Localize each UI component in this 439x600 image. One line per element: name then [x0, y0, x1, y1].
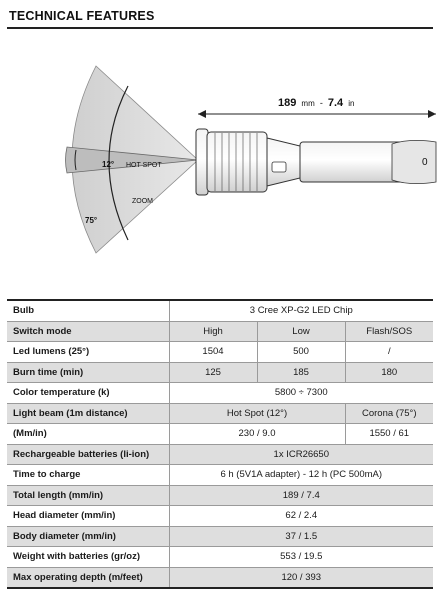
spec-value: High [169, 321, 257, 342]
spec-value: 120 / 393 [169, 567, 433, 588]
spec-row-beam-size [7, 424, 433, 445]
head [207, 132, 267, 192]
spec-label: Head diameter (mm/in) [7, 506, 169, 527]
spec-row-body-diameter [7, 526, 433, 547]
spec-label: Burn time (min) [7, 362, 169, 383]
spec-value: 185 [257, 362, 345, 383]
spec-label: Weight with batteries (gr/oz) [7, 547, 169, 568]
spec-row-bulb [7, 300, 433, 321]
spec-label: Bulb [7, 300, 169, 321]
spec-value: 37 / 1.5 [169, 526, 433, 547]
spec-value: Low [257, 321, 345, 342]
spec-row-color-temp [7, 383, 433, 404]
spec-row-total-length [7, 485, 433, 506]
spec-value: 1504 [169, 342, 257, 363]
spec-row-head-diameter [7, 506, 433, 527]
spec-label: Light beam (1m distance) [7, 403, 169, 424]
spec-label: Rechargeable batteries (li-ion) [7, 444, 169, 465]
spec-value: 500 [257, 342, 345, 363]
spec-label: Body diameter (mm/in) [7, 526, 169, 547]
spec-row-charge-time [7, 465, 433, 486]
switch [392, 140, 436, 183]
spec-row-light-beam [7, 403, 433, 424]
spec-label: Time to charge [7, 465, 169, 486]
hotspot-label: HOT SPOT [126, 162, 162, 169]
head-bezel [196, 129, 208, 195]
spec-value: 3 Cree XP-G2 LED Chip [169, 300, 433, 321]
spec-value: 1550 / 61 [345, 424, 433, 445]
spec-value: Flash/SOS [345, 321, 433, 342]
spec-label: Color temperature (k) [7, 383, 169, 404]
title-rule [7, 27, 433, 29]
spec-label: (Mm/in) [7, 424, 169, 445]
spec-row-switch-mode [7, 321, 433, 342]
length-arrow-left [198, 110, 206, 118]
spec-value: 62 / 2.4 [169, 506, 433, 527]
page-title: TECHNICAL FEATURES [9, 9, 155, 23]
spec-label: Max operating depth (m/feet) [7, 567, 169, 588]
length-label: 189 mm - 7.4 in [278, 97, 355, 109]
spec-value: Corona (75°) [345, 403, 433, 424]
zoom-label: ZOOM [132, 198, 153, 205]
spec-value: 553 / 19.5 [169, 547, 433, 568]
spec-label: Total length (mm/in) [7, 485, 169, 506]
spot-angle-label: 12° [102, 160, 115, 169]
side-port [272, 162, 286, 172]
spec-value: 6 h (5V1A adapter) - 12 h (PC 500mA) [169, 465, 433, 486]
spec-value: / [345, 342, 433, 363]
spec-row-weight [7, 547, 433, 568]
spec-value: 5800 ÷ 7300 [169, 383, 433, 404]
spec-label: Switch mode [7, 321, 169, 342]
spec-table [7, 299, 433, 589]
flashlight-diagram [0, 34, 439, 284]
spec-row-lumens [7, 342, 433, 363]
spec-value: 189 / 7.4 [169, 485, 433, 506]
spec-value: Hot Spot (12°) [169, 403, 345, 424]
switch-mark: 0 [422, 157, 428, 168]
flood-angle-label: 75° [85, 216, 98, 225]
spec-value: 230 / 9.0 [169, 424, 345, 445]
spec-row-burn-time [7, 362, 433, 383]
spec-row-depth [7, 567, 433, 588]
spec-value: 125 [169, 362, 257, 383]
spec-value: 180 [345, 362, 433, 383]
length-arrow-right [428, 110, 436, 118]
spec-label: Led lumens (25°) [7, 342, 169, 363]
spec-row-batteries [7, 444, 433, 465]
flashlight-illustration [0, 34, 439, 284]
spec-value: 1x ICR26650 [169, 444, 433, 465]
